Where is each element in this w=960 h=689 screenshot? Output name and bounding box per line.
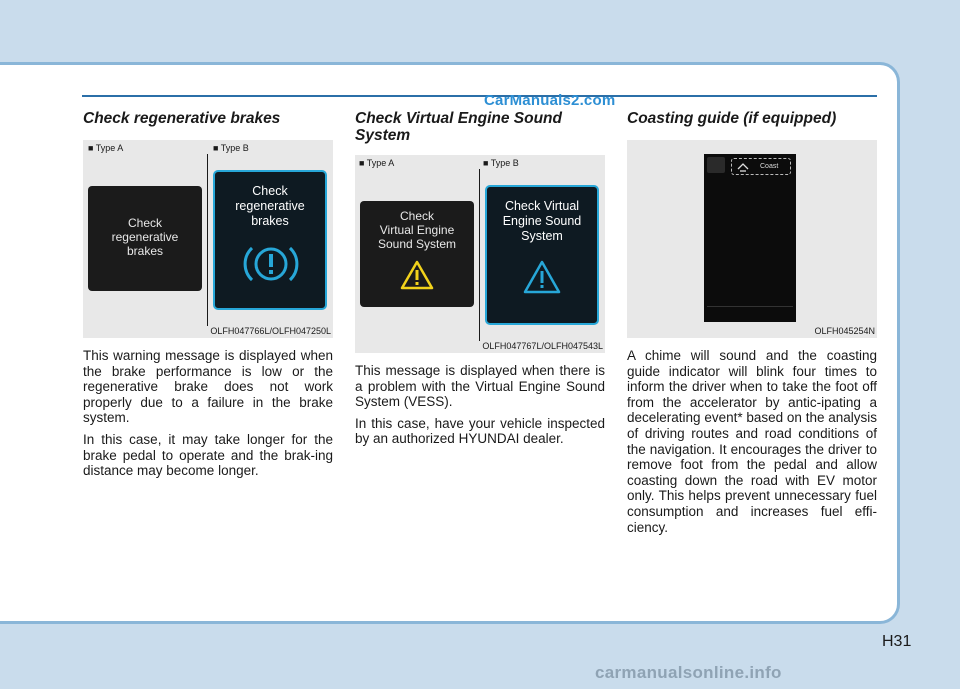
section-title: Coasting guide (if equipped) <box>627 110 837 127</box>
coast-label: Coast <box>760 163 779 170</box>
figure-type-a-label: ■ Type A <box>359 158 395 168</box>
foot-off-pedal-icon <box>736 161 750 172</box>
panel-a-line-1: Check <box>127 216 162 230</box>
figure-coasting-guide <box>627 140 877 338</box>
paragraph: In this case, have your vehicle inspected by an authorized HYUNDAI dealer. <box>355 415 605 447</box>
warning-panel-type-a <box>360 201 474 307</box>
section-virtual-engine-sound <box>355 110 605 453</box>
cluster-display <box>704 154 796 322</box>
figure-type-b-label: ■ Type B <box>213 143 249 153</box>
section-title: Check regenerative brakes <box>83 110 281 127</box>
figure-regenerative-brakes <box>83 140 333 338</box>
panel-a-line-3: Sound System <box>377 237 457 251</box>
section-coasting-guide <box>627 110 877 541</box>
figure-divider <box>479 169 480 341</box>
coast-indicator <box>731 158 791 175</box>
panel-a-line-2: Virtual Engine <box>379 223 455 237</box>
warning-panel-type-b <box>213 170 327 310</box>
paragraph: In this case, it may take longer for the brake pedal to operate and the brak-ing distance may become longer. <box>83 431 333 479</box>
page-number: H31 <box>882 633 912 650</box>
watermark-bottom: carmanualsonline.info <box>595 663 782 682</box>
panel-b-line-3: System <box>521 229 563 243</box>
brake-warning-icon <box>242 242 300 286</box>
display-divider <box>707 306 793 307</box>
panel-b-line-1: Check <box>252 184 288 198</box>
panel-b-line-3: brakes <box>251 214 289 228</box>
figure-code: OLFH047766L/OLFH047250L <box>210 326 331 336</box>
panel-b-line-1: Check Virtual <box>504 199 580 213</box>
paragraph: This warning message is displayed when the brake performance is low or the regenerative brake does not work properly due to a failure in the brake system. <box>83 348 333 426</box>
warning-panel-type-a <box>88 186 202 291</box>
section-body <box>355 363 605 447</box>
figure-code: OLFH045254N <box>814 326 875 336</box>
section-body <box>83 348 333 479</box>
paragraph: A chime will sound and the coasting guide indicator will blink four times to inform the driver when to take the foot off from the accelerator by antic-ipating a decelerating event* based on the analysis of driving routes and road conditions of the navigation. It encourages the driver to remove foot from the pedal and allow coasting down the road with EV motor only. This helps prevent unnecessary fuel consumption and increases fuel effi-ciency. <box>627 348 877 535</box>
panel-b-line-2: Engine Sound <box>502 214 582 228</box>
section-regenerative-brakes <box>83 110 333 485</box>
figure-type-b-label: ■ Type B <box>483 158 519 168</box>
warning-panel-type-b <box>485 185 599 325</box>
header-rule <box>82 95 877 97</box>
watermark-top: CarManuals2.com <box>484 92 616 109</box>
display-indicator-slot <box>707 157 725 173</box>
panel-a-line-2: regenerative <box>111 230 179 244</box>
panel-b-line-2: regenerative <box>235 199 305 213</box>
figure-code: OLFH047767L/OLFH047543L <box>482 341 603 351</box>
panel-a-line-1: Check <box>399 209 434 223</box>
warning-triangle-icon <box>522 259 562 295</box>
figure-virtual-engine-sound <box>355 155 605 353</box>
figure-divider <box>207 154 208 326</box>
paragraph: This message is displayed when there is a problem with the Virtual Engine Sound System (VESS). <box>355 363 605 410</box>
warning-triangle-icon <box>399 259 435 291</box>
section-title: Check Virtual Engine Sound System <box>355 110 562 144</box>
figure-type-a-label: ■ Type A <box>88 143 124 153</box>
panel-a-line-3: brakes <box>126 244 164 258</box>
section-body <box>627 348 877 535</box>
